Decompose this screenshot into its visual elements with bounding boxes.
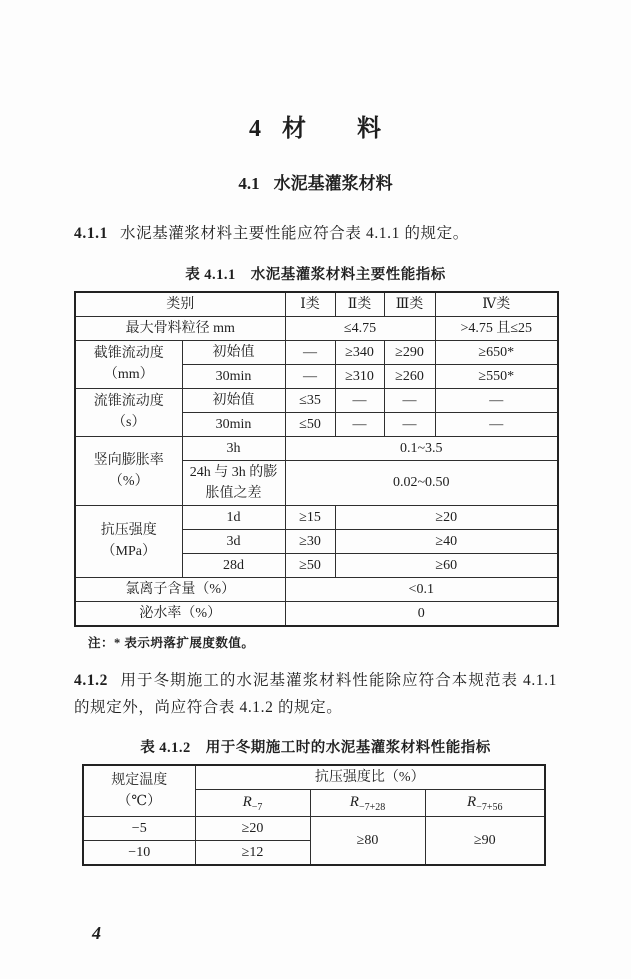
cell-label: 泌水率（%） xyxy=(75,601,285,626)
header-cell-temperature xyxy=(83,765,195,817)
cell-unit: （MPa） xyxy=(101,544,156,560)
table-row xyxy=(83,817,545,841)
cell-value: 0.1~3.5 xyxy=(285,436,558,460)
note-prefix: 注： xyxy=(88,635,115,650)
cell-value: — xyxy=(384,388,435,412)
cell-label-text: 规定温度 xyxy=(111,773,168,789)
cell-value: — xyxy=(285,364,335,388)
cell-sublabel: 28d xyxy=(182,553,285,577)
table-row xyxy=(75,292,558,317)
cell-value: ≤50 xyxy=(285,412,335,436)
cell-value: — xyxy=(384,412,435,436)
cell-value: — xyxy=(435,388,558,412)
symbol-r-subscript: −7+28 xyxy=(358,802,386,814)
symbol-r: R xyxy=(467,794,477,811)
symbol-r-subscript: −7+56 xyxy=(476,802,503,814)
header-cell-class4: Ⅳ类 xyxy=(435,292,558,317)
cell-sublabel: 3d xyxy=(182,529,285,553)
table-row xyxy=(75,577,558,601)
cell-value: ≤4.75 xyxy=(285,316,435,340)
table-row xyxy=(75,316,558,340)
cell-unit: （mm） xyxy=(103,367,154,383)
table-row xyxy=(75,388,558,412)
cell-sublabel: 24h 与 3h 的膨胀值之差 xyxy=(182,460,285,505)
cell-sublabel: 30min xyxy=(182,364,285,388)
table-4-1-1-caption: 表 4.1.1 水泥基灌浆材料主要性能指标 xyxy=(185,266,446,283)
cell-label-text: 截锥流动度 xyxy=(93,346,164,362)
table-row xyxy=(75,436,558,460)
cell-value: — xyxy=(285,340,335,364)
page-number: 4 xyxy=(92,923,101,943)
cell-temperature: −5 xyxy=(83,817,195,841)
cell-value: — xyxy=(335,412,384,436)
cell-value: 0.02~0.50 xyxy=(285,460,558,505)
table-4-1-1 xyxy=(74,291,559,627)
section-heading xyxy=(74,169,557,194)
cell-value: ≥80 xyxy=(310,817,425,866)
header-cell-r7 xyxy=(195,790,310,817)
section-title: 水泥基灌浆材料 xyxy=(273,174,393,193)
header-cell-class3: Ⅲ类 xyxy=(384,292,435,317)
cell-sublabel: 1d xyxy=(182,505,285,529)
cell-unit: （s） xyxy=(112,415,146,431)
clause-text: 用于冬期施工的水泥基灌浆材料性能除应符合本规范表 4.1.1 的规定外，尚应符合表 4.1.2 的规定。 xyxy=(74,671,557,716)
cell-unit: （%） xyxy=(108,473,149,489)
cell-value: ≥290 xyxy=(384,340,435,364)
table-4-1-2 xyxy=(82,764,546,866)
chapter-title: 材 料 xyxy=(282,116,382,142)
cell-label xyxy=(75,436,182,505)
cell-label xyxy=(75,388,182,436)
cell-label: 氯离子含量（%） xyxy=(75,577,285,601)
cell-label-text: 竖向膨胀率 xyxy=(93,452,164,468)
cell-label xyxy=(75,340,182,388)
header-cell-strength-ratio: 抗压强度比（%） xyxy=(195,765,545,790)
table-row xyxy=(83,765,545,790)
cell-value: ≥90 xyxy=(425,817,545,866)
cell-value: ≥340 xyxy=(335,340,384,364)
table-4-1-2-caption: 表 4.1.2 用于冬期施工时的水泥基灌浆材料性能指标 xyxy=(140,740,491,757)
symbol-r-subscript: −7 xyxy=(251,802,263,814)
table-row xyxy=(75,601,558,626)
cell-value: ≤35 xyxy=(285,388,335,412)
cell-value: ≥650* xyxy=(435,340,558,364)
note-text: * 表示坍落扩展度数值。 xyxy=(114,635,255,650)
cell-value: 0 xyxy=(285,601,558,626)
cell-label-text: 流锥流动度 xyxy=(93,394,164,410)
page-content xyxy=(74,108,557,866)
cell-sublabel: 初始值 xyxy=(182,388,285,412)
table-row xyxy=(75,340,558,364)
cell-value: — xyxy=(335,388,384,412)
cell-sublabel: 3h xyxy=(182,436,285,460)
cell-value: ≥20 xyxy=(195,817,310,841)
clause-4-1-2 xyxy=(74,667,557,721)
cell-value: — xyxy=(435,412,558,436)
cell-value: ≥15 xyxy=(285,505,335,529)
clause-number: 4.1.2 xyxy=(74,671,108,689)
cell-value: ≥40 xyxy=(335,529,558,553)
clause-4-1-1 xyxy=(74,220,557,247)
cell-value: >4.75 且≤25 xyxy=(435,316,558,340)
cell-value: ≥12 xyxy=(195,841,310,866)
cell-value: ≥260 xyxy=(384,364,435,388)
symbol-r: R xyxy=(242,794,252,811)
chapter-number: 4 xyxy=(249,116,262,142)
cell-unit: （℃） xyxy=(117,794,162,810)
cell-value: <0.1 xyxy=(285,577,558,601)
cell-value: ≥30 xyxy=(285,529,335,553)
section-number: 4.1 xyxy=(238,174,260,193)
cell-value: ≥50 xyxy=(285,553,335,577)
cell-label: 最大骨料粒径 mm xyxy=(75,316,285,340)
cell-sublabel: 30min xyxy=(182,412,285,436)
cell-value: ≥20 xyxy=(335,505,558,529)
symbol-r: R xyxy=(349,794,359,811)
cell-sublabel: 初始值 xyxy=(182,340,285,364)
cell-value: ≥60 xyxy=(335,553,558,577)
header-cell-class2: Ⅱ类 xyxy=(335,292,384,317)
cell-label-text: 抗压强度 xyxy=(100,523,157,539)
header-cell-category: 类别 xyxy=(75,292,285,317)
header-cell-class1: Ⅰ类 xyxy=(285,292,335,317)
cell-temperature: −10 xyxy=(83,841,195,866)
cell-value: ≥550* xyxy=(435,364,558,388)
header-cell-r7-28 xyxy=(310,790,425,817)
table-row xyxy=(75,505,558,529)
clause-text: 水泥基灌浆材料主要性能应符合表 4.1.1 的规定。 xyxy=(120,225,469,242)
header-cell-r7-56 xyxy=(425,790,545,817)
cell-label xyxy=(75,505,182,577)
table-note xyxy=(88,633,557,651)
clause-number: 4.1.1 xyxy=(74,225,108,242)
chapter-heading xyxy=(74,108,557,143)
cell-value: ≥310 xyxy=(335,364,384,388)
